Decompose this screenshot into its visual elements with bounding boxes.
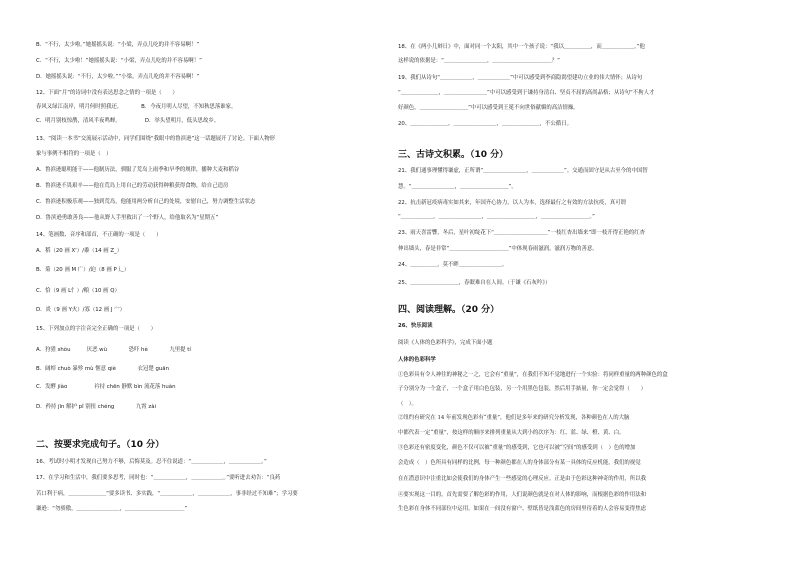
right-text-line-28: 生色彩在身体不同部位中运用。如果在一间没有窗户、壁纸皆是浅蓝色的房间里待着的人会容易变得焦虑: [398, 506, 646, 512]
right-text-line-25: 会造成（ ）色所具有同样的比例，每一种颜色都在人的身体部分有某一具体的反应机能，我们的视觉: [398, 460, 641, 466]
left-text-line-18: A．狩猎 shòu 厌恶 wù 恐吓 hè 九里提 tí: [36, 347, 191, 353]
right-text-line-14: 25、＿＿＿＿＿＿＿＿＿，春眠难自在人间。（于谦《石灰吟》）: [398, 280, 551, 286]
right-text-line-3: “＿＿＿＿＿＿＿，＿＿＿＿＿＿＿＿”中可以感受到于谦持身清白、坚贞不屈的高尚品格；从诗句“不拘人才: [398, 90, 655, 96]
left-text-line-9: B．鲁滨逊不畏艰辛——他在荒岛上用自己的劳动获得种粮获得食物，给自己造房: [36, 183, 229, 189]
left-text-line-1: C．“不行，太少啦！”她摇摇头说：“小梁，弄点儿吃的并不容易啊！”: [36, 58, 202, 64]
right-text-line-19: ①色彩具有令人神往的神秘之一之，它会有“重量”，在我们不知不觉地进行一个实验：将同样重量的两种颜色的盒: [398, 372, 668, 378]
right-text-line-18: 人体的色彩科学: [398, 357, 436, 363]
right-section-heading-15: 四、阅读理解。（20 分）: [398, 305, 500, 315]
right-text-line-22: ②纽约有研究在 14 年前发现色彩有“重量”，他们是多年来的研究分析发现，各种颜色在人的大脑: [398, 415, 630, 421]
left-text-line-23: 16、考试时小明才发现自己努力不够，后悔莫及。忍不住说道：“＿＿＿＿＿＿，＿＿＿＿＿＿。”: [36, 459, 267, 465]
left-column: [36, 0, 396, 562]
left-text-line-16: D．炎（9 画 Y火）/寡（12 画 J 宀）: [36, 307, 126, 313]
right-text-line-26: 在在潜意识中注重比如会使我们的身体产生一些感觉的心理反应。正是由于色彩这种神奇的作用，所以我: [398, 476, 646, 482]
left-text-line-21: D．矜持 jīn 解护 pǐ 别扭 chéng 九霄 zài: [36, 404, 157, 410]
right-text-line-13: 24、＿＿＿＿＿，莫不畔＿＿＿＿＿＿＿＿。: [398, 262, 508, 268]
right-text-line-23: 中都代表一定“重量”，按这样的顺序来排列重量从大到小的次序为：红、蓝、绿、橙、黄、白。: [398, 430, 625, 436]
right-text-line-21: （ ）。: [398, 401, 417, 407]
right-text-line-7: 21、我们通事理懂得谦虚，正所谓“＿＿＿＿＿＿＿＿，＿＿＿＿＿＿”。交通而固守是从古至今的中国智: [398, 168, 648, 174]
left-text-line-5: C．明月别枝惊鹊，清风半夜鸣蝉。 D．举头望明月，低头思故乡。: [36, 118, 220, 124]
left-text-line-26: 谦逊：“勿骄傲，＿＿＿＿＿＿＿＿，＿＿＿＿＿＿＿＿＿＿＿”: [36, 506, 188, 512]
right-text-line-2: 19、我们从诗句“＿＿＿＿＿＿，＿＿＿＿＿＿”中可以感受到李商隐渴望建功立业的伟大情怀；从诗句: [398, 75, 643, 81]
right-text-line-8: 慧。“＿＿＿＿＿＿＿＿，＿＿＿＿＿＿＿＿＿”。: [398, 184, 517, 190]
left-section-heading-22: 二、按要求完成句子。（10 分）: [36, 440, 165, 450]
right-column: [398, 0, 758, 562]
right-text-line-10: “＿＿＿＿＿＿，＿＿＿＿＿＿＿＿，＿＿＿＿＿＿＿＿＿，＿＿＿＿＿＿＿＿＿。”: [398, 214, 595, 220]
left-text-line-20: C．发酵 jiào 衿持 chēn 静默 bìn 流花落 huàn: [36, 384, 176, 390]
left-text-line-15: C．恰（9 画 L忄）/粮（10 画 Q）: [36, 288, 120, 294]
right-text-line-5: 20、＿＿＿＿＿＿＿，＿＿＿＿＿＿＿＿，＿＿＿＿＿＿＿，不公循日。: [398, 121, 572, 127]
left-text-line-6: 13、“阅读一本书”交流展示活动中，同学们围绕“我眼中的鲁滨逊”这一话题展开了讨论。下面人物形: [36, 136, 276, 142]
right-text-line-9: 22、抗击新冠疫病毒实如其来，年国齐心协力，以人为本，选择最行之有效的方法抗疫，真可谓: [398, 200, 626, 206]
left-text-line-8: A．鲁滨逊聪明能干——他制历法，驯服了荒岛上雨季和旱季的规律，播种大麦和稻谷: [36, 167, 240, 173]
right-text-line-24: ③色彩还有密度变化，颜色不仅可以被“重量”的感受到，它也可以被“空间”的感受到（ ）色的增加: [398, 445, 636, 451]
left-text-line-24: 17、在学习和生活中，我们要多思考，同时也：“＿＿＿＿＿＿，＿＿＿＿＿＿。”要听进去劝告：“良药: [36, 475, 281, 481]
right-text-line-27: ④要实现这一目的，首先需要了解色彩的作用，人们说颜色就是在对人体的影响，而根据色彩的作用法和: [398, 492, 646, 498]
left-text-line-11: D．鲁滨逊勇敢善良——他从野人手里救出了一个野人，给他取名为“星期五”: [36, 215, 219, 221]
left-text-line-12: 14、笔画数、音序和部首，不正确的一项是（ ）: [36, 232, 162, 238]
right-text-line-17: 阅读《人体的色彩科学》，完成下面小题: [398, 340, 493, 346]
right-text-line-11: 23、雨天喜雷響，冬后，星叶初绽花下“＿＿＿＿＿＿＿＿＿＿”一枝红杏出墙来”即一枝开得正艳的红杏: [398, 230, 646, 236]
right-section-heading-6: 三、古诗文积累。（10 分）: [398, 150, 509, 160]
left-text-line-7: 象与事例不相符的一项是（ ）: [36, 151, 112, 157]
left-text-line-3: 12、下面“月”的诗词中没有表达思念之情的一项是（ ）: [36, 90, 178, 96]
right-text-line-0: 18、在《两小儿辩日》中，面对同一个太阳，其中一个孩子说：“我以＿＿＿＿＿，而＿＿＿＿＿＿。”他: [398, 44, 645, 50]
left-text-line-2: D．她摇摇头说：“不行，太少啦。”“小梁，弄点儿吃的并不容易啊！”: [36, 74, 200, 80]
left-text-line-0: B．“不行，太少啦。”她摇摇头说：“小梁，弄点儿吃的并不容易啊！”: [36, 42, 200, 48]
right-text-line-4: 好颜色，＿＿＿＿＿＿＿＿＿”中可以感受到王冕不向世俗献媚的高洁情操。: [398, 105, 579, 111]
right-text-line-1: 这样说的依据是：“＿＿＿＿＿＿＿＿，＿＿＿＿＿＿＿＿＿＿＿？”: [398, 58, 560, 64]
left-text-line-10: C．鲁滨逊积极乐观——独到荒岛，他能用两分析自己的处境，安慰自己，努力调整生活状态: [36, 199, 256, 205]
right-text-line-16: 26、快乐阅读: [398, 323, 433, 329]
left-text-line-17: 15、下列加点的字注音完全正确的一项是（ ）: [36, 326, 157, 332]
left-text-line-25: 苦口利于病，＿＿＿＿＿＿＿”要多读书、多实践，“＿＿＿＿＿＿，＿＿＿＿＿＿，事非经过不知难”；学习要: [36, 491, 298, 497]
left-text-line-13: A．稻（20 画 X'）/黍（14 画 Z_）: [36, 248, 123, 254]
right-text-line-20: 子分别分为一个盒子，一个盒子用白色包装，另一个用黑色包装，然后用手掂量，你一定会觉得（ ）: [398, 386, 646, 392]
left-text-line-14: B．菊（20 画 M 广）/迫（8 画 P 辶）: [36, 267, 130, 273]
right-text-line-12: 伸出墙头，春是非常“＿＿＿＿＿＿＿＿＿＿＿”中体现春雨滋润，滋润万物的善意。: [398, 246, 598, 252]
left-text-line-19: B．阔绰 chuò 暴殄 mù 惬意 qiè 衣冠楚 guān: [36, 366, 170, 372]
left-text-line-4: 春风又绿江南岸，明月何时照我还。 B．今夜月明人尽望，不知秋思落谁家。: [36, 104, 237, 110]
